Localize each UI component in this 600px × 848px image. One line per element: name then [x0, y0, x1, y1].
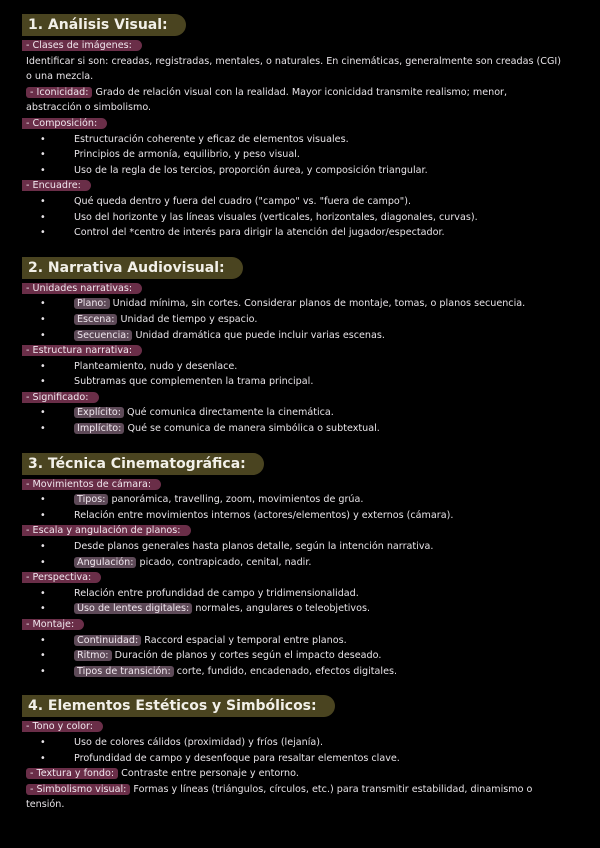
subheading-perspectiva: [22, 570, 564, 586]
subheading-encuadre: [22, 178, 564, 194]
item-text: panorámica, travelling, zoom, movimientos de grúa.: [108, 494, 364, 506]
list-item: • Relación entre movimientos internos (actores/elementos) y externos (cámara).: [22, 508, 564, 524]
item-text: Qué se comunica de manera simbólica o subtextual.: [124, 423, 380, 435]
item-text: Duración de planos y cortes según el impacto deseado.: [111, 650, 382, 662]
item-text: picado, contrapicado, cenital, nadir.: [136, 556, 312, 568]
section-narrativa-audiovisual: [22, 257, 564, 437]
list-item: • Uso del horizonte y las líneas visuales (verticales, horizontales, diagonales, curvas).: [22, 210, 564, 226]
subheading-label: - Iconicidad:: [26, 87, 92, 98]
list-item: • Profundidad de campo y desenfoque para resaltar elementos clave.: [22, 751, 564, 767]
list-item: • Control del *centro de interés para dirigir la atención del jugador/espectador.: [22, 225, 564, 241]
section-title: 2. Narrativa Audiovisual:: [22, 257, 243, 279]
item-text: normales, angulares o teleobjetivos.: [192, 603, 371, 615]
list-item: [22, 421, 564, 437]
list-movimientos: [22, 492, 564, 523]
list-item: [22, 648, 564, 664]
list-item: • Desde planos generales hasta planos detalle, según la intención narrativa.: [22, 539, 564, 555]
subheading-label: - Unidades narrativas:: [22, 283, 142, 294]
paragraph-text: Formas y líneas (triángulos, círculos, etc.) para transmitir estabilidad, dinamismo o tensión.: [26, 783, 533, 811]
item-text: corte, fundido, encadenado, efectos digitales.: [173, 665, 398, 677]
list-item: • Uso de la regla de los tercios, proporción áurea, y composición triangular.: [22, 163, 564, 179]
list-item: • Qué queda dentro y fuera del cuadro ("campo" vs. "fuera de campo").: [22, 194, 564, 210]
subheading-movimientos: [22, 477, 564, 493]
paragraph-text: Contraste entre personaje y entorno.: [118, 768, 299, 780]
subheading-tono: [22, 719, 564, 735]
list-item: [22, 633, 564, 649]
keyword-highlight: Explícito:: [74, 407, 124, 418]
list-unidades: [22, 296, 564, 343]
paragraph-iconicidad: [26, 85, 564, 116]
section-analisis-visual: [22, 14, 564, 241]
list-item: [22, 555, 564, 571]
list-perspectiva: [22, 586, 564, 617]
section-elementos-esteticos: [22, 695, 564, 813]
list-montaje: [22, 633, 564, 680]
list-tono: [22, 735, 564, 766]
list-item: [22, 328, 564, 344]
item-text: Raccord espacial y temporal entre planos.: [141, 634, 347, 646]
subheading-significado: [22, 390, 564, 406]
keyword-highlight: Secuencia:: [74, 330, 132, 341]
subheading-escala: [22, 523, 564, 539]
keyword-highlight: Tipos:: [74, 494, 108, 505]
list-escala: [22, 539, 564, 570]
list-item: [22, 296, 564, 312]
section-title: 4. Elementos Estéticos y Simbólicos:: [22, 695, 335, 717]
subheading-montaje: [22, 617, 564, 633]
keyword-highlight: Tipos de transición:: [74, 666, 174, 677]
keyword-highlight: Plano:: [74, 298, 110, 309]
paragraph-clases: Identificar si son: creadas, registradas, mentales, o naturales. En cinemáticas, generalmente son creadas (CGI) o una mezcla.: [26, 55, 561, 83]
paragraph-textura: [26, 766, 564, 782]
subheading-label: - Clases de imágenes:: [22, 40, 142, 51]
section-title: 3. Técnica Cinematográfica:: [22, 453, 264, 475]
subheading-label: - Escala y angulación de planos:: [22, 525, 191, 536]
subheading-label: - Composición:: [22, 118, 107, 129]
item-text: Unidad mínima, sin cortes. Considerar planos de montaje, tomas, o planos secuencia.: [109, 298, 526, 310]
subheading-label: - Estructura narrativa:: [22, 345, 142, 356]
item-text: Unidad de tiempo y espacio.: [117, 313, 258, 325]
list-composicion: [22, 132, 564, 179]
subheading-composicion: [22, 116, 564, 132]
subheading-label: - Encuadre:: [22, 180, 91, 191]
subheading-label: - Textura y fondo:: [26, 768, 118, 779]
subheading-unidades: [22, 281, 564, 297]
paragraph-text: Grado de relación visual con la realidad. Mayor iconicidad transmite realismo; menor, abstracción o simbolismo.: [26, 86, 508, 114]
keyword-highlight: Angulación:: [74, 557, 136, 568]
list-item: • Uso de colores cálidos (proximidad) y fríos (lejanía).: [22, 735, 564, 751]
paragraph-simbolismo: [26, 782, 564, 813]
subheading-label: - Movimientos de cámara:: [22, 479, 161, 490]
section-title: 1. Análisis Visual:: [22, 14, 186, 36]
list-significado: [22, 405, 564, 436]
subheading-clases: [22, 38, 564, 54]
list-item: [22, 492, 564, 508]
subheading-label: - Montaje:: [22, 619, 84, 630]
item-text: Unidad dramática que puede incluir varias escenas.: [132, 329, 385, 341]
list-item: [22, 312, 564, 328]
list-item: • Planteamiento, nudo y desenlace.: [22, 359, 564, 375]
list-item: [22, 405, 564, 421]
subheading-label: - Significado:: [22, 392, 99, 403]
list-item: • Principios de armonía, equilibrio, y peso visual.: [22, 147, 564, 163]
list-item: • Estructuración coherente y eficaz de elementos visuales.: [22, 132, 564, 148]
subheading-label: - Tono y color:: [22, 721, 103, 732]
list-item: • Relación entre profundidad de campo y tridimensionalidad.: [22, 586, 564, 602]
subheading-estructura: [22, 343, 564, 359]
list-encuadre: [22, 194, 564, 241]
item-text: Qué comunica directamente la cinemática.: [123, 407, 334, 419]
keyword-highlight: Ritmo:: [74, 650, 112, 661]
subheading-label: - Simbolismo visual:: [26, 784, 130, 795]
keyword-highlight: Escena:: [74, 314, 117, 325]
keyword-highlight: Uso de lentes digitales:: [74, 603, 192, 614]
keyword-highlight: Implícito:: [74, 423, 124, 434]
subheading-label: - Perspectiva:: [22, 572, 101, 583]
list-item: [22, 601, 564, 617]
keyword-highlight: Continuidad:: [74, 635, 141, 646]
list-item: • Subtramas que complementen la trama principal.: [22, 374, 564, 390]
list-estructura: [22, 359, 564, 390]
list-item: [22, 664, 564, 680]
section-tecnica-cinematografica: [22, 453, 564, 680]
